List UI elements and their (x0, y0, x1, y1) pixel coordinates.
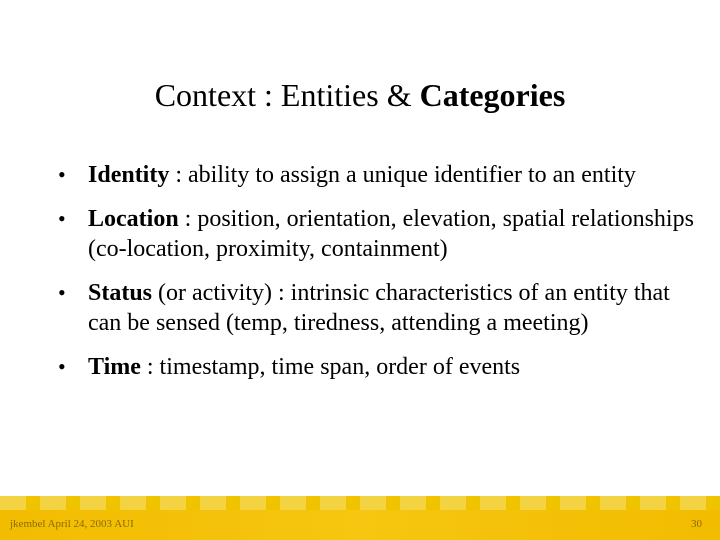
slide-title (0, 76, 720, 114)
bullet-text: : ability to assign a unique identifier to an entity (169, 162, 636, 188)
footer-band (0, 496, 720, 540)
bullet-dot-icon: • (58, 162, 66, 187)
bullet-dot-icon: • (58, 206, 66, 231)
page-number: 30 (691, 518, 702, 530)
bullet-term: Time (88, 354, 141, 380)
bullet-text: : position, orientation, elevation, spatial relationships (co-location, proximity, containment) (88, 206, 694, 262)
bullet-text: (or activity) : intrinsic characteristics of an entity that can be sensed (temp, tiredness, attending a meeting) (88, 280, 670, 336)
bullet-term: Identity (88, 162, 170, 188)
bullet-list (58, 160, 698, 396)
footer-pattern (0, 496, 720, 510)
slide-title-plain: Context : Entities & (154, 77, 420, 113)
bullet-item-location (58, 204, 698, 264)
bullet-item-status (58, 278, 698, 338)
bullet-dot-icon: • (58, 280, 66, 305)
bullet-dot-icon: • (58, 354, 66, 379)
bullet-term: Location (88, 206, 179, 232)
footer-info: jkembel April 24, 2003 AUI (10, 518, 134, 530)
bullet-text: : timestamp, time span, order of events (140, 354, 521, 380)
slide-title-bold: Categories (419, 77, 566, 113)
bullet-item-time (58, 352, 698, 382)
bullet-term: Status (88, 280, 153, 306)
bullet-item-identity (58, 160, 698, 190)
